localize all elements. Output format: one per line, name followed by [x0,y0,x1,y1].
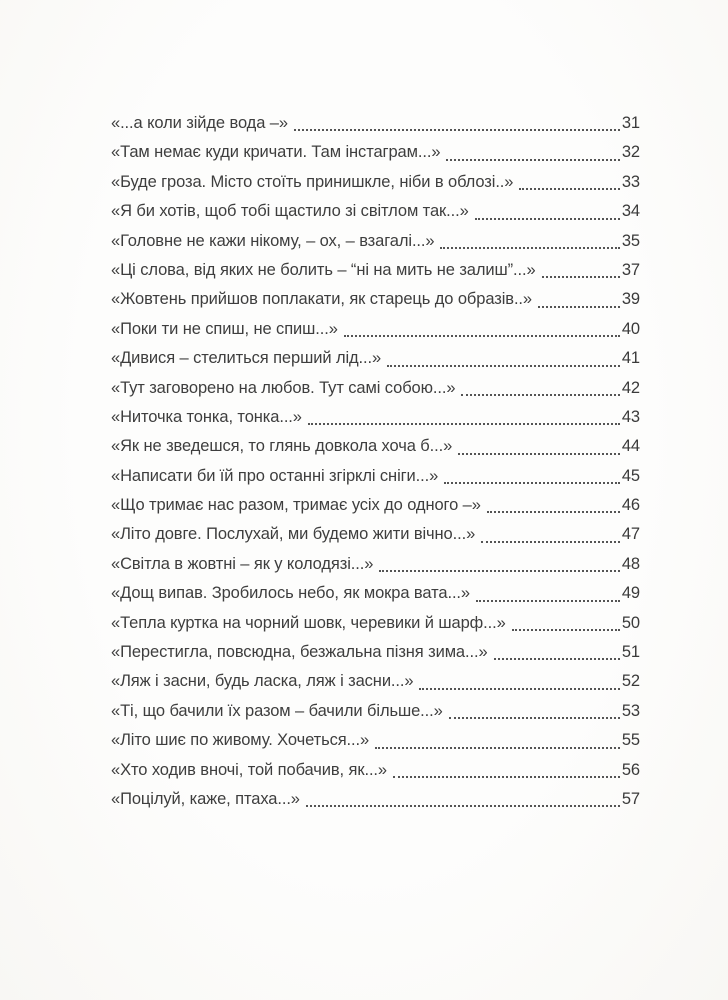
dot-leader [458,453,620,455]
toc-entry-page: 43 [621,407,640,426]
dot-leader [306,805,620,807]
toc-entry-title: «Що тримає нас разом, тримає усіх до одного –» [111,496,481,515]
dot-leader [542,276,620,278]
toc-entry [111,256,640,285]
dot-leader [475,218,620,220]
toc-entry-title: «Дощ випав. Зробилось небо, як мокра вата...» [111,584,470,603]
toc-entry-page: 55 [621,731,640,750]
toc-entry-title: «Поки ти не спиш, не спиш...» [111,319,338,338]
toc-entry [111,403,640,432]
dot-leader [487,511,620,513]
toc-entry [111,491,640,520]
toc-entry [111,138,640,167]
toc-entry-title: «Ці слова, від яких не болить – “ні на мить не залиш”...» [111,260,536,279]
toc-entry-page: 48 [621,554,640,573]
toc-entry [111,520,640,549]
toc-entry-page: 37 [621,260,640,279]
toc-entry [111,109,640,138]
toc-entry [111,579,640,608]
toc-entry [111,756,640,785]
toc-entry [111,168,640,197]
toc-entry-title: «Буде гроза. Місто стоїть принишкле, ніби в облозі..» [111,172,514,191]
toc-entry-page: 40 [621,319,640,338]
toc-entry [111,726,640,755]
dot-leader [476,600,620,602]
dot-leader [444,482,620,484]
toc-entry-title: «Світла в жовтні – як у колодязі...» [111,554,374,573]
toc-entry-title: «Ниточка тонка, тонка...» [111,407,302,426]
toc-entry-page: 52 [621,672,640,691]
table-of-contents [111,109,640,814]
toc-entry-page: 32 [621,143,640,162]
toc-entry-page: 47 [621,525,640,544]
toc-entry [111,374,640,403]
toc-entry [111,197,640,226]
dot-leader [308,423,620,425]
dot-leader [461,394,619,396]
toc-entry-title: «Літо довге. Послухай, ми будемо жити вічно...» [111,525,476,544]
toc-entry-title: «Жовтень прийшов поплакати, як старець до образів..» [111,290,532,309]
dot-leader [344,335,620,337]
toc-entry-title: «Поцілуй, каже, птаха...» [111,789,300,808]
toc-entry-page: 42 [621,378,640,397]
toc-entry-page: 39 [621,290,640,309]
dot-leader [375,747,620,749]
toc-entry-page: 46 [621,496,640,515]
toc-entry-title: «Написати би їй про останні згірклі сніги...» [111,466,439,485]
toc-entry [111,432,640,461]
dot-leader [440,247,619,249]
toc-entry [111,697,640,726]
toc-entry-title: «...а коли зійде вода –» [111,114,288,132]
toc-entry [111,667,640,696]
toc-entry-title: «Я би хотів, щоб тобі щастило зі світлом так...» [111,202,469,221]
toc-entry-title: «Тут заговорено на любов. Тут самі собою...» [111,378,456,397]
toc-entry-title: «Там немає куди кричати. Там інстаграм...» [111,143,441,162]
toc-entry-page: 49 [621,584,640,603]
toc-entry-title: «Як не зведешся, то глянь довкола хоча б...» [111,437,453,456]
toc-entry [111,785,640,814]
dot-leader [538,306,620,308]
toc-entry [111,285,640,314]
toc-entry-page: 56 [621,760,640,779]
toc-entry [111,638,640,667]
dot-leader [449,717,620,719]
toc-entry-page: 33 [621,172,640,191]
toc-entry-title: «Головне не кажи нікому, – ох, – взагалі...» [111,231,435,250]
toc-entry-title: «Ті, що бачили їх разом – бачили більше...» [111,701,443,720]
toc-entry-page: 34 [621,202,640,221]
toc-entry-page: 44 [621,437,640,456]
toc-entry-page: 57 [621,789,640,808]
dot-leader [494,658,620,660]
dot-leader [481,541,620,543]
toc-entry [111,227,640,256]
toc-entry-page: 41 [621,349,640,368]
toc-entry [111,344,640,373]
toc-entry-title: «Дивися – стелиться перший лід...» [111,349,382,368]
toc-entry-title: «Перестигла, повсюдна, безжальна пізня зима...» [111,643,488,662]
toc-entry-page: 53 [621,701,640,720]
dot-leader [519,188,619,190]
toc-entry-title: «Хто ходив вночі, той побачив, як...» [111,760,387,779]
toc-entry-page: 51 [621,643,640,662]
toc-entry-title: «Тепла куртка на чорний шовк, черевики й шарф...» [111,613,506,632]
toc-entry [111,462,640,491]
dot-leader [379,570,620,572]
toc-entry-title: «Ляж і засни, будь ласка, ляж і засни...» [111,672,414,691]
dot-leader [294,129,620,131]
dot-leader [393,776,620,778]
dot-leader [419,688,619,690]
toc-entry-page: 45 [621,466,640,485]
toc-entry-page: 50 [621,613,640,632]
toc-entry [111,609,640,638]
dot-leader [512,629,620,631]
dot-leader [446,159,619,161]
toc-entry-page: 31 [621,114,640,132]
toc-entry-page: 35 [621,231,640,250]
dot-leader [387,365,620,367]
toc-entry [111,315,640,344]
toc-entry-title: «Літо шиє по живому. Хочеться...» [111,731,370,750]
toc-entry [111,550,640,579]
